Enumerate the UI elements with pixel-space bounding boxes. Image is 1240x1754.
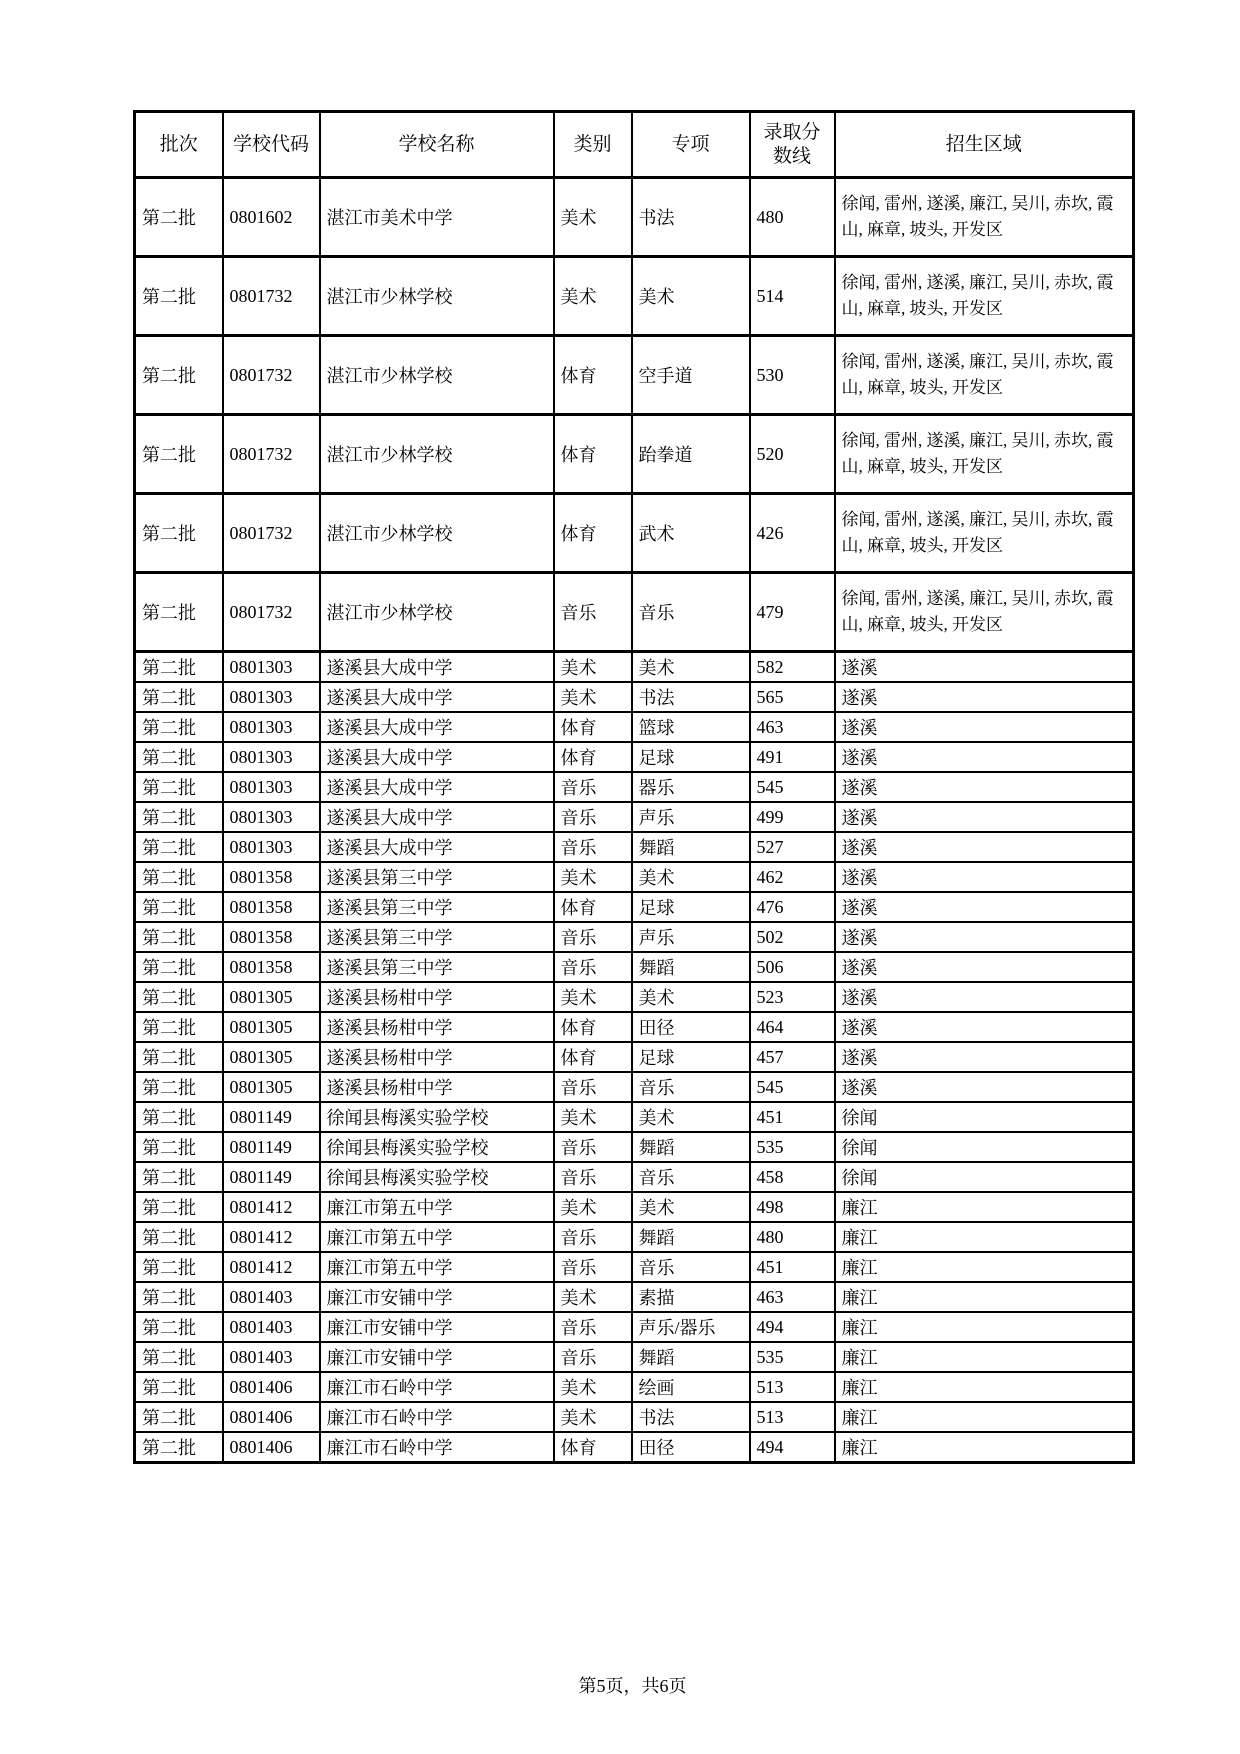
cell-batch: 第二批 bbox=[135, 415, 223, 494]
column-header-region: 招生区域 bbox=[835, 112, 1134, 178]
cell-school: 遂溪县杨柑中学 bbox=[320, 1072, 554, 1102]
cell-category: 音乐 bbox=[554, 802, 632, 832]
cell-batch: 第二批 bbox=[135, 573, 223, 652]
cell-school: 遂溪县大成中学 bbox=[320, 652, 554, 683]
cell-code: 0801305 bbox=[223, 1042, 320, 1072]
cell-score: 499 bbox=[750, 802, 835, 832]
cell-school: 湛江市少林学校 bbox=[320, 415, 554, 494]
cell-school: 遂溪县杨柑中学 bbox=[320, 1012, 554, 1042]
cell-specialty: 足球 bbox=[632, 892, 750, 922]
cell-score: 513 bbox=[750, 1372, 835, 1402]
cell-specialty: 美术 bbox=[632, 652, 750, 683]
cell-school: 遂溪县大成中学 bbox=[320, 742, 554, 772]
cell-category: 美术 bbox=[554, 1402, 632, 1432]
cell-score: 582 bbox=[750, 652, 835, 683]
cell-category: 美术 bbox=[554, 652, 632, 683]
cell-code: 0801305 bbox=[223, 1072, 320, 1102]
cell-batch: 第二批 bbox=[135, 1252, 223, 1282]
cell-category: 音乐 bbox=[554, 832, 632, 862]
cell-school: 廉江市第五中学 bbox=[320, 1222, 554, 1252]
cell-batch: 第二批 bbox=[135, 1132, 223, 1162]
table-row bbox=[135, 1222, 1134, 1252]
cell-specialty: 美术 bbox=[632, 862, 750, 892]
table-row bbox=[135, 1432, 1134, 1463]
cell-region: 遂溪 bbox=[835, 832, 1134, 862]
cell-region: 徐闻 bbox=[835, 1132, 1134, 1162]
table-row bbox=[135, 772, 1134, 802]
table-row bbox=[135, 922, 1134, 952]
cell-region: 遂溪 bbox=[835, 772, 1134, 802]
cell-batch: 第二批 bbox=[135, 1342, 223, 1372]
table-row bbox=[135, 336, 1134, 415]
cell-code: 0801732 bbox=[223, 573, 320, 652]
cell-school: 徐闻县梅溪实验学校 bbox=[320, 1102, 554, 1132]
cell-score: 462 bbox=[750, 862, 835, 892]
cell-score: 451 bbox=[750, 1102, 835, 1132]
cell-batch: 第二批 bbox=[135, 652, 223, 683]
cell-category: 美术 bbox=[554, 1282, 632, 1312]
table-row bbox=[135, 1132, 1134, 1162]
cell-school: 遂溪县大成中学 bbox=[320, 772, 554, 802]
cell-region: 遂溪 bbox=[835, 712, 1134, 742]
cell-specialty: 武术 bbox=[632, 494, 750, 573]
cell-specialty: 声乐/器乐 bbox=[632, 1312, 750, 1342]
cell-category: 音乐 bbox=[554, 1312, 632, 1342]
cell-score: 457 bbox=[750, 1042, 835, 1072]
cell-batch: 第二批 bbox=[135, 832, 223, 862]
cell-specialty: 书法 bbox=[632, 682, 750, 712]
cell-region: 廉江 bbox=[835, 1222, 1134, 1252]
table-row bbox=[135, 1282, 1134, 1312]
cell-code: 0801412 bbox=[223, 1192, 320, 1222]
cell-category: 美术 bbox=[554, 1372, 632, 1402]
cell-school: 遂溪县大成中学 bbox=[320, 712, 554, 742]
cell-region: 遂溪 bbox=[835, 892, 1134, 922]
cell-batch: 第二批 bbox=[135, 742, 223, 772]
cell-specialty: 音乐 bbox=[632, 1252, 750, 1282]
cell-code: 0801732 bbox=[223, 336, 320, 415]
cell-specialty: 舞蹈 bbox=[632, 1222, 750, 1252]
table-row bbox=[135, 1042, 1134, 1072]
table-row bbox=[135, 832, 1134, 862]
table-row bbox=[135, 415, 1134, 494]
cell-batch: 第二批 bbox=[135, 178, 223, 257]
cell-school: 湛江市少林学校 bbox=[320, 336, 554, 415]
cell-category: 体育 bbox=[554, 742, 632, 772]
cell-region: 遂溪 bbox=[835, 682, 1134, 712]
cell-batch: 第二批 bbox=[135, 922, 223, 952]
cell-code: 0801303 bbox=[223, 742, 320, 772]
cell-specialty: 舞蹈 bbox=[632, 952, 750, 982]
cell-school: 遂溪县杨柑中学 bbox=[320, 982, 554, 1012]
cell-code: 0801149 bbox=[223, 1102, 320, 1132]
cell-score: 463 bbox=[750, 1282, 835, 1312]
cell-category: 音乐 bbox=[554, 1222, 632, 1252]
cell-score: 502 bbox=[750, 922, 835, 952]
cell-school: 湛江市少林学校 bbox=[320, 257, 554, 336]
cell-category: 音乐 bbox=[554, 772, 632, 802]
cell-school: 湛江市美术中学 bbox=[320, 178, 554, 257]
cell-code: 0801303 bbox=[223, 772, 320, 802]
cell-score: 498 bbox=[750, 1192, 835, 1222]
cell-category: 音乐 bbox=[554, 573, 632, 652]
cell-code: 0801149 bbox=[223, 1132, 320, 1162]
cell-specialty: 美术 bbox=[632, 982, 750, 1012]
cell-region: 遂溪 bbox=[835, 922, 1134, 952]
table-row bbox=[135, 952, 1134, 982]
cell-region: 廉江 bbox=[835, 1282, 1134, 1312]
table-row bbox=[135, 862, 1134, 892]
table-row bbox=[135, 1312, 1134, 1342]
cell-category: 体育 bbox=[554, 494, 632, 573]
cell-batch: 第二批 bbox=[135, 862, 223, 892]
table-row bbox=[135, 573, 1134, 652]
cell-school: 廉江市安铺中学 bbox=[320, 1282, 554, 1312]
cell-batch: 第二批 bbox=[135, 1042, 223, 1072]
cell-code: 0801305 bbox=[223, 1012, 320, 1042]
cell-batch: 第二批 bbox=[135, 1162, 223, 1192]
column-header-batch: 批次 bbox=[135, 112, 223, 178]
cell-category: 美术 bbox=[554, 1192, 632, 1222]
cell-batch: 第二批 bbox=[135, 1432, 223, 1463]
column-header-score: 录取分数线 bbox=[750, 112, 835, 178]
table-row bbox=[135, 1342, 1134, 1372]
cell-code: 0801303 bbox=[223, 682, 320, 712]
cell-specialty: 绘画 bbox=[632, 1372, 750, 1402]
cell-score: 506 bbox=[750, 952, 835, 982]
cell-batch: 第二批 bbox=[135, 952, 223, 982]
cell-score: 479 bbox=[750, 573, 835, 652]
cell-region: 廉江 bbox=[835, 1192, 1134, 1222]
cell-specialty: 足球 bbox=[632, 742, 750, 772]
table-row bbox=[135, 802, 1134, 832]
table-row bbox=[135, 1162, 1134, 1192]
cell-score: 451 bbox=[750, 1252, 835, 1282]
column-header-school: 学校名称 bbox=[320, 112, 554, 178]
cell-category: 美术 bbox=[554, 682, 632, 712]
cell-score: 480 bbox=[750, 178, 835, 257]
cell-score: 514 bbox=[750, 257, 835, 336]
cell-code: 0801406 bbox=[223, 1432, 320, 1463]
cell-score: 520 bbox=[750, 415, 835, 494]
cell-region: 廉江 bbox=[835, 1372, 1134, 1402]
cell-school: 遂溪县第三中学 bbox=[320, 892, 554, 922]
cell-specialty: 声乐 bbox=[632, 802, 750, 832]
cell-category: 体育 bbox=[554, 1042, 632, 1072]
cell-specialty: 美术 bbox=[632, 1192, 750, 1222]
cell-region: 廉江 bbox=[835, 1402, 1134, 1432]
cell-score: 458 bbox=[750, 1162, 835, 1192]
cell-specialty: 素描 bbox=[632, 1282, 750, 1312]
cell-specialty: 跆拳道 bbox=[632, 415, 750, 494]
column-header-specialty: 专项 bbox=[632, 112, 750, 178]
table-body bbox=[135, 178, 1134, 1463]
header-row bbox=[135, 112, 1134, 178]
cell-code: 0801403 bbox=[223, 1312, 320, 1342]
cell-category: 体育 bbox=[554, 336, 632, 415]
cell-code: 0801732 bbox=[223, 415, 320, 494]
table-row bbox=[135, 1102, 1134, 1132]
table-row bbox=[135, 1252, 1134, 1282]
cell-batch: 第二批 bbox=[135, 1102, 223, 1132]
cell-code: 0801303 bbox=[223, 652, 320, 683]
cell-score: 535 bbox=[750, 1132, 835, 1162]
cell-specialty: 书法 bbox=[632, 1402, 750, 1432]
cell-school: 廉江市第五中学 bbox=[320, 1252, 554, 1282]
cell-batch: 第二批 bbox=[135, 1192, 223, 1222]
cell-code: 0801412 bbox=[223, 1222, 320, 1252]
cell-code: 0801403 bbox=[223, 1342, 320, 1372]
cell-school: 湛江市少林学校 bbox=[320, 494, 554, 573]
cell-specialty: 舞蹈 bbox=[632, 1342, 750, 1372]
cell-specialty: 舞蹈 bbox=[632, 1132, 750, 1162]
cell-school: 廉江市安铺中学 bbox=[320, 1312, 554, 1342]
cell-batch: 第二批 bbox=[135, 802, 223, 832]
cell-batch: 第二批 bbox=[135, 1402, 223, 1432]
cell-region: 遂溪 bbox=[835, 1042, 1134, 1072]
cell-category: 体育 bbox=[554, 1012, 632, 1042]
cell-region: 廉江 bbox=[835, 1432, 1134, 1463]
cell-score: 530 bbox=[750, 336, 835, 415]
cell-batch: 第二批 bbox=[135, 1222, 223, 1252]
cell-batch: 第二批 bbox=[135, 1282, 223, 1312]
cell-score: 527 bbox=[750, 832, 835, 862]
table-row bbox=[135, 178, 1134, 257]
cell-specialty: 田径 bbox=[632, 1012, 750, 1042]
cell-school: 徐闻县梅溪实验学校 bbox=[320, 1132, 554, 1162]
cell-score: 565 bbox=[750, 682, 835, 712]
cell-code: 0801303 bbox=[223, 802, 320, 832]
cell-batch: 第二批 bbox=[135, 1372, 223, 1402]
cell-region: 廉江 bbox=[835, 1312, 1134, 1342]
cell-school: 遂溪县大成中学 bbox=[320, 832, 554, 862]
cell-score: 535 bbox=[750, 1342, 835, 1372]
cell-school: 遂溪县大成中学 bbox=[320, 682, 554, 712]
cell-region: 遂溪 bbox=[835, 862, 1134, 892]
cell-code: 0801358 bbox=[223, 922, 320, 952]
table-row bbox=[135, 652, 1134, 683]
cell-category: 美术 bbox=[554, 1102, 632, 1132]
cell-specialty: 美术 bbox=[632, 257, 750, 336]
cell-code: 0801305 bbox=[223, 982, 320, 1012]
cell-region: 遂溪 bbox=[835, 652, 1134, 683]
cell-region: 遂溪 bbox=[835, 1072, 1134, 1102]
cell-specialty: 声乐 bbox=[632, 922, 750, 952]
cell-category: 音乐 bbox=[554, 1342, 632, 1372]
cell-school: 徐闻县梅溪实验学校 bbox=[320, 1162, 554, 1192]
cell-category: 美术 bbox=[554, 178, 632, 257]
cell-category: 美术 bbox=[554, 257, 632, 336]
cell-category: 音乐 bbox=[554, 952, 632, 982]
column-header-category: 类别 bbox=[554, 112, 632, 178]
table-row bbox=[135, 682, 1134, 712]
cell-specialty: 音乐 bbox=[632, 573, 750, 652]
cell-category: 体育 bbox=[554, 415, 632, 494]
cell-specialty: 器乐 bbox=[632, 772, 750, 802]
cell-region: 徐闻 bbox=[835, 1102, 1134, 1132]
cell-school: 遂溪县第三中学 bbox=[320, 922, 554, 952]
cell-code: 0801412 bbox=[223, 1252, 320, 1282]
cell-region: 遂溪 bbox=[835, 802, 1134, 832]
cell-school: 廉江市石岭中学 bbox=[320, 1432, 554, 1463]
table-row bbox=[135, 494, 1134, 573]
cell-batch: 第二批 bbox=[135, 257, 223, 336]
column-header-code: 学校代码 bbox=[223, 112, 320, 178]
cell-category: 音乐 bbox=[554, 1072, 632, 1102]
cell-region: 徐闻, 雷州, 遂溪, 廉江, 吴川, 赤坎, 霞山, 麻章, 坡头, 开发区 bbox=[835, 415, 1134, 494]
table-row bbox=[135, 1012, 1134, 1042]
cell-batch: 第二批 bbox=[135, 1312, 223, 1342]
cell-school: 湛江市少林学校 bbox=[320, 573, 554, 652]
cell-category: 体育 bbox=[554, 1432, 632, 1463]
cell-specialty: 音乐 bbox=[632, 1162, 750, 1192]
cell-batch: 第二批 bbox=[135, 494, 223, 573]
cell-batch: 第二批 bbox=[135, 982, 223, 1012]
admission-score-table bbox=[133, 110, 1135, 1464]
cell-batch: 第二批 bbox=[135, 336, 223, 415]
cell-batch: 第二批 bbox=[135, 892, 223, 922]
cell-code: 0801406 bbox=[223, 1372, 320, 1402]
cell-region: 廉江 bbox=[835, 1342, 1134, 1372]
cell-batch: 第二批 bbox=[135, 772, 223, 802]
cell-score: 426 bbox=[750, 494, 835, 573]
cell-score: 523 bbox=[750, 982, 835, 1012]
cell-specialty: 足球 bbox=[632, 1042, 750, 1072]
cell-region: 徐闻, 雷州, 遂溪, 廉江, 吴川, 赤坎, 霞山, 麻章, 坡头, 开发区 bbox=[835, 336, 1134, 415]
cell-school: 廉江市石岭中学 bbox=[320, 1372, 554, 1402]
cell-category: 音乐 bbox=[554, 922, 632, 952]
table-row bbox=[135, 1072, 1134, 1102]
cell-code: 0801358 bbox=[223, 892, 320, 922]
table-row bbox=[135, 257, 1134, 336]
cell-code: 0801303 bbox=[223, 832, 320, 862]
cell-score: 480 bbox=[750, 1222, 835, 1252]
cell-batch: 第二批 bbox=[135, 1012, 223, 1042]
cell-region: 徐闻, 雷州, 遂溪, 廉江, 吴川, 赤坎, 霞山, 麻章, 坡头, 开发区 bbox=[835, 494, 1134, 573]
table-row bbox=[135, 1192, 1134, 1222]
cell-code: 0801406 bbox=[223, 1402, 320, 1432]
cell-score: 464 bbox=[750, 1012, 835, 1042]
cell-score: 463 bbox=[750, 712, 835, 742]
cell-school: 遂溪县大成中学 bbox=[320, 802, 554, 832]
cell-specialty: 田径 bbox=[632, 1432, 750, 1463]
cell-school: 廉江市安铺中学 bbox=[320, 1342, 554, 1372]
cell-code: 0801732 bbox=[223, 494, 320, 573]
table-row bbox=[135, 712, 1134, 742]
cell-region: 遂溪 bbox=[835, 982, 1134, 1012]
cell-score: 476 bbox=[750, 892, 835, 922]
cell-category: 体育 bbox=[554, 712, 632, 742]
cell-school: 遂溪县杨柑中学 bbox=[320, 1042, 554, 1072]
cell-category: 美术 bbox=[554, 982, 632, 1012]
cell-code: 0801303 bbox=[223, 712, 320, 742]
cell-region: 徐闻, 雷州, 遂溪, 廉江, 吴川, 赤坎, 霞山, 麻章, 坡头, 开发区 bbox=[835, 257, 1134, 336]
cell-specialty: 书法 bbox=[632, 178, 750, 257]
cell-category: 音乐 bbox=[554, 1132, 632, 1162]
page-footer: 第5页，共6页 bbox=[578, 1676, 687, 1696]
cell-region: 徐闻, 雷州, 遂溪, 廉江, 吴川, 赤坎, 霞山, 麻章, 坡头, 开发区 bbox=[835, 178, 1134, 257]
cell-specialty: 舞蹈 bbox=[632, 832, 750, 862]
table-row bbox=[135, 982, 1134, 1012]
cell-specialty: 空手道 bbox=[632, 336, 750, 415]
cell-category: 音乐 bbox=[554, 1162, 632, 1192]
cell-score: 545 bbox=[750, 772, 835, 802]
cell-batch: 第二批 bbox=[135, 682, 223, 712]
cell-code: 0801602 bbox=[223, 178, 320, 257]
cell-specialty: 美术 bbox=[632, 1102, 750, 1132]
cell-batch: 第二批 bbox=[135, 1072, 223, 1102]
table-row bbox=[135, 892, 1134, 922]
cell-region: 徐闻, 雷州, 遂溪, 廉江, 吴川, 赤坎, 霞山, 麻章, 坡头, 开发区 bbox=[835, 573, 1134, 652]
cell-code: 0801403 bbox=[223, 1282, 320, 1312]
cell-score: 494 bbox=[750, 1312, 835, 1342]
cell-school: 廉江市石岭中学 bbox=[320, 1402, 554, 1432]
cell-region: 遂溪 bbox=[835, 1012, 1134, 1042]
cell-score: 513 bbox=[750, 1402, 835, 1432]
cell-region: 遂溪 bbox=[835, 952, 1134, 982]
table-row bbox=[135, 1402, 1134, 1432]
cell-category: 体育 bbox=[554, 892, 632, 922]
cell-region: 徐闻 bbox=[835, 1162, 1134, 1192]
cell-region: 遂溪 bbox=[835, 742, 1134, 772]
cell-score: 491 bbox=[750, 742, 835, 772]
cell-score: 494 bbox=[750, 1432, 835, 1463]
cell-category: 音乐 bbox=[554, 1252, 632, 1282]
cell-school: 遂溪县第三中学 bbox=[320, 952, 554, 982]
cell-region: 廉江 bbox=[835, 1252, 1134, 1282]
cell-code: 0801358 bbox=[223, 952, 320, 982]
cell-school: 遂溪县第三中学 bbox=[320, 862, 554, 892]
cell-score: 545 bbox=[750, 1072, 835, 1102]
cell-code: 0801732 bbox=[223, 257, 320, 336]
cell-code: 0801149 bbox=[223, 1162, 320, 1192]
cell-batch: 第二批 bbox=[135, 712, 223, 742]
table-row bbox=[135, 742, 1134, 772]
cell-specialty: 篮球 bbox=[632, 712, 750, 742]
cell-school: 廉江市第五中学 bbox=[320, 1192, 554, 1222]
cell-code: 0801358 bbox=[223, 862, 320, 892]
cell-specialty: 音乐 bbox=[632, 1072, 750, 1102]
cell-category: 美术 bbox=[554, 862, 632, 892]
table-row bbox=[135, 1372, 1134, 1402]
